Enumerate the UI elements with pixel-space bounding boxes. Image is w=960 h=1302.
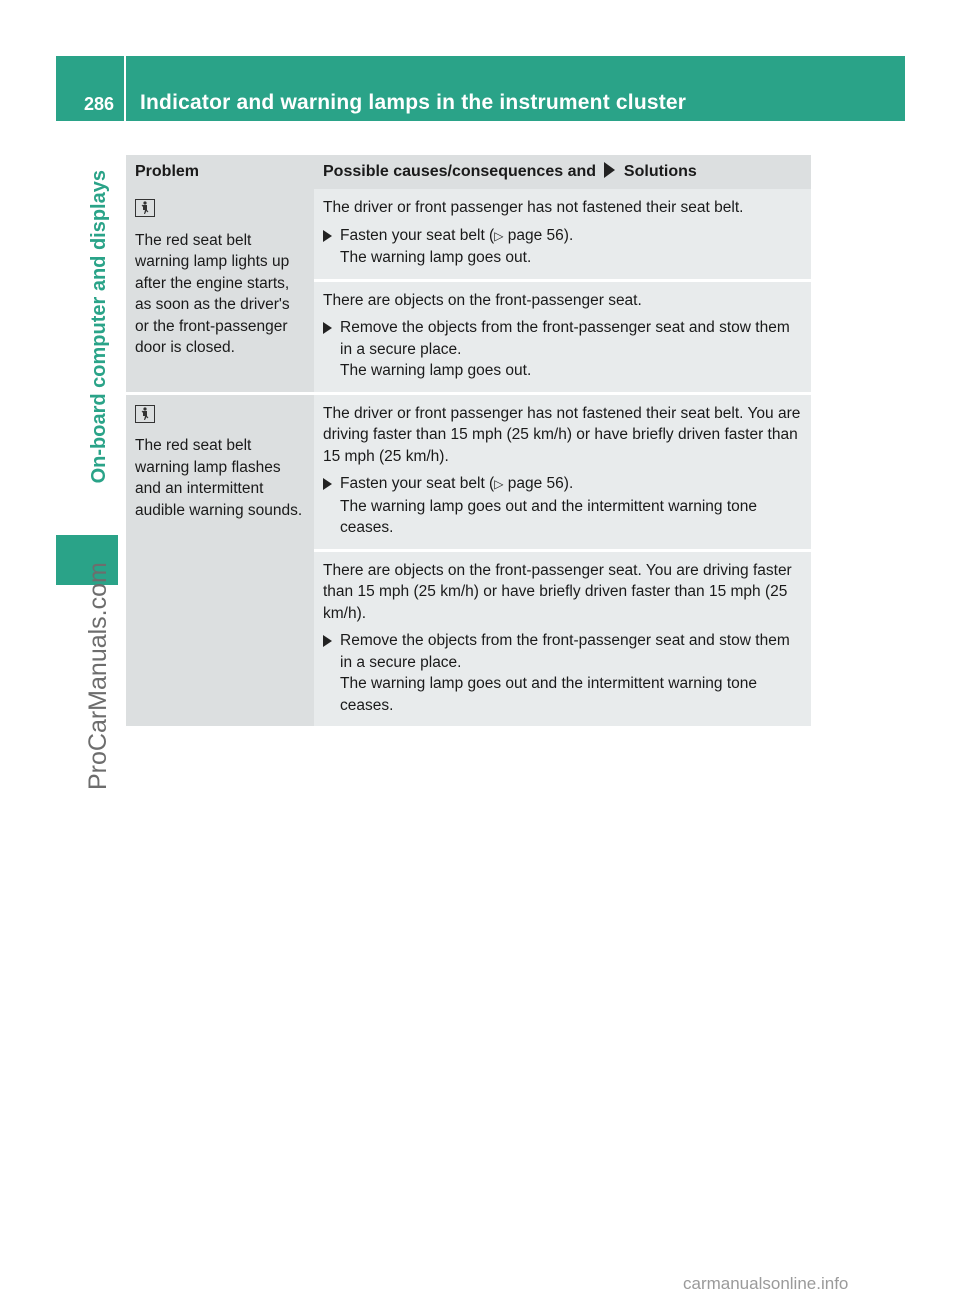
result-text: The warning lamp goes out. — [340, 249, 532, 266]
step-text: Remove the objects from the front-passenger seat and stow them in a secure place. — [340, 319, 790, 358]
step-text: Fasten your seat belt ( — [340, 226, 495, 244]
problem-description: The red seat belt warning lamp lights up after the engine starts, as soon as the driver's or the front-passenger door is closed. — [135, 231, 290, 356]
column-header-solutions-text: Possible causes/consequences and — [323, 163, 597, 181]
action-step — [323, 630, 802, 716]
solution-cell — [314, 550, 811, 726]
step-arrow-icon — [323, 478, 332, 490]
problem-cell — [126, 189, 314, 393]
action-step — [323, 317, 802, 382]
solution-cell — [314, 189, 811, 280]
step-arrow-icon — [323, 230, 332, 242]
result-text: The warning lamp goes out and the intermittent warning tone ceases. — [340, 675, 758, 714]
step-arrow-icon — [323, 635, 332, 647]
seat-belt-warning-icon — [135, 199, 155, 217]
cause-text: The driver or front passenger has not fastened their seat belt. You are driving faster than 15 mph (25 km/h) or have briefly driven faster than 15 mph (25 km/h). — [323, 404, 801, 465]
problem-cell — [126, 393, 314, 726]
section-side-label: On-board computer and displays — [88, 170, 110, 484]
result-text: The warning lamp goes out. — [340, 362, 532, 379]
page-number-box — [56, 56, 126, 121]
cause-text: There are objects on the front-passenger seat. — [323, 291, 642, 309]
table-row — [126, 393, 811, 550]
action-step — [323, 473, 802, 539]
page-reference-icon: ▷ — [494, 228, 504, 243]
problem-table — [126, 155, 811, 726]
action-arrow-icon — [604, 162, 615, 178]
step-text: Remove the objects from the front-passenger seat and stow them in a secure place. — [340, 632, 790, 671]
footer-watermark: carmanualsonline.info — [683, 1274, 849, 1293]
cause-text: There are objects on the front-passenger seat. You are driving faster than 15 mph (25 km/h) or have briefly driven faster than 15 mph (25 km/h). — [323, 561, 792, 622]
problem-description: The red seat belt warning lamp flashes and an intermittent audible warning sounds. — [135, 437, 303, 519]
step-text: Fasten your seat belt ( — [340, 475, 495, 492]
column-header-solutions-suffix: Solutions — [623, 163, 697, 181]
page-reference-link[interactable]: page 56). — [507, 475, 574, 492]
page-reference-icon: ▷ — [494, 477, 504, 491]
result-text: The warning lamp goes out and the intermittent warning tone ceases. — [340, 497, 758, 536]
watermark: ProCarManuals.com — [84, 562, 112, 790]
seat-belt-warning-icon — [135, 405, 155, 423]
header-bar — [56, 56, 905, 121]
page-number: 286 — [84, 94, 115, 114]
column-header-problem: Problem — [126, 155, 314, 189]
table-header-row — [126, 155, 811, 189]
solution-cell — [314, 393, 811, 550]
page-title: Indicator and warning lamps in the instrument cluster — [140, 91, 687, 114]
page-reference-link[interactable]: page 56). — [507, 226, 574, 244]
solution-cell — [314, 280, 811, 393]
cause-text: The driver or front passenger has not fastened their seat belt. — [323, 199, 744, 216]
step-arrow-icon — [323, 322, 332, 334]
table-row — [126, 189, 811, 280]
column-header-solutions — [314, 155, 811, 189]
action-step — [323, 225, 802, 269]
